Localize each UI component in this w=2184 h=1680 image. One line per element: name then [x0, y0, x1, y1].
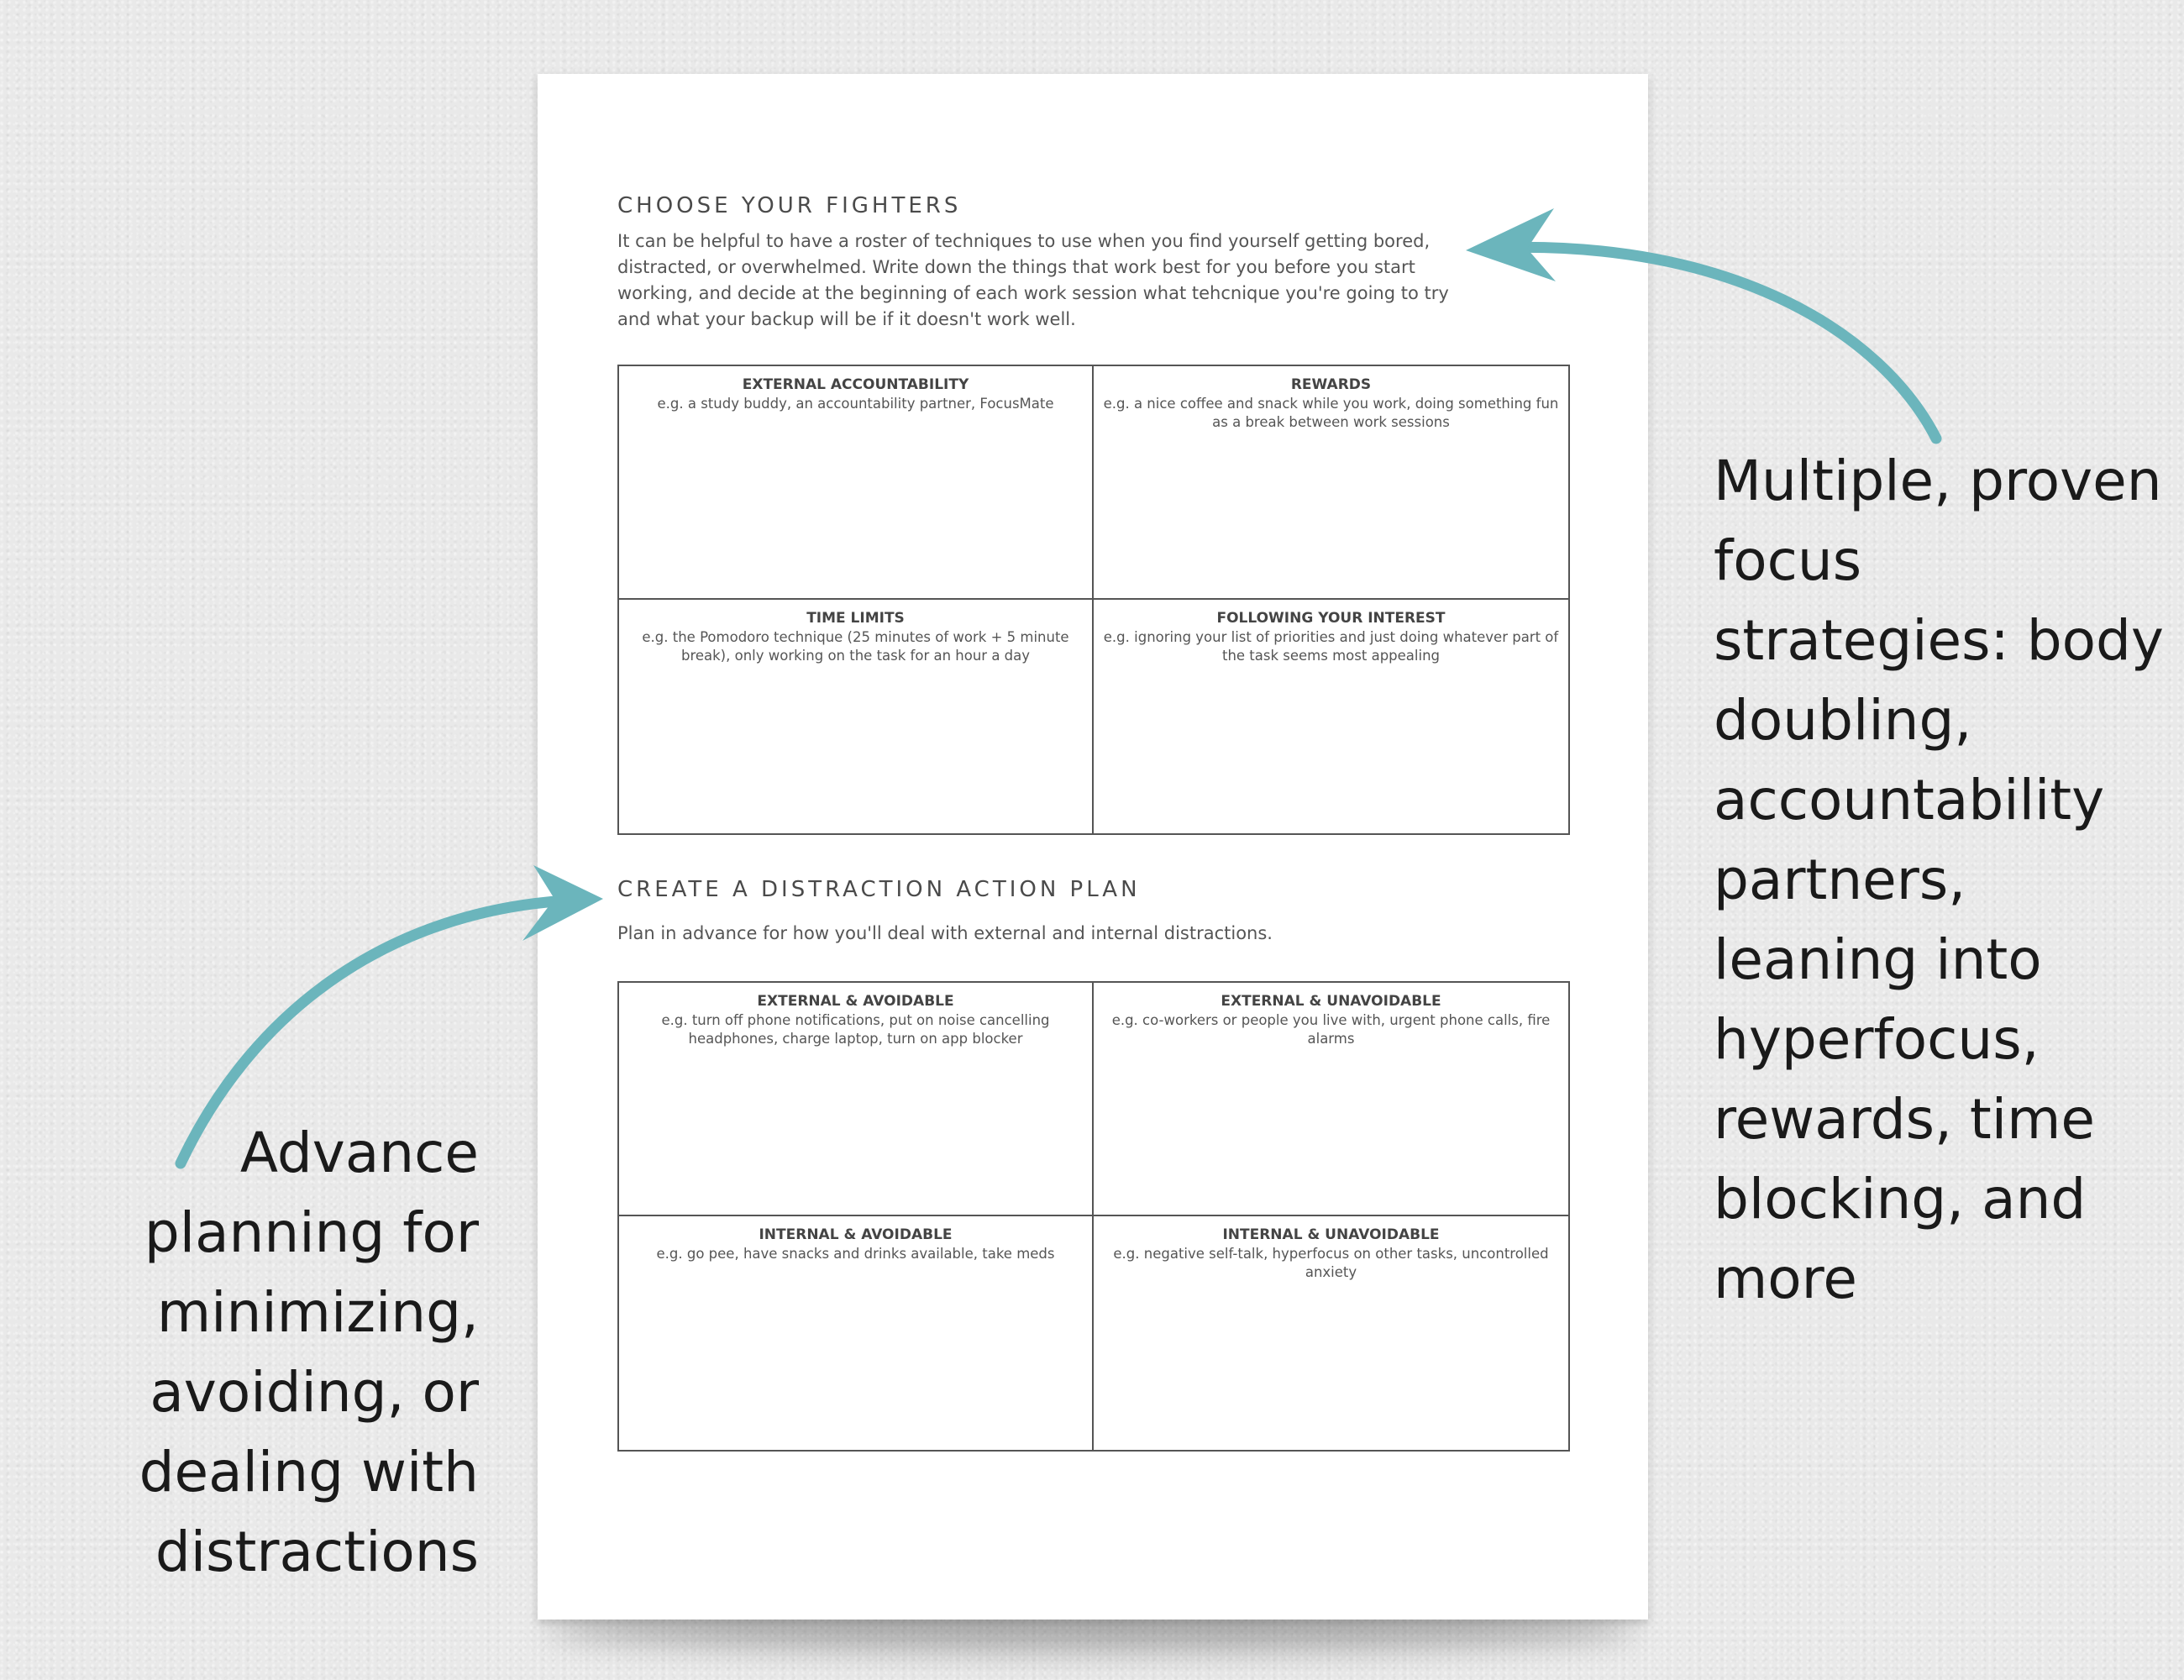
arrow-right-curve-icon — [1495, 247, 1936, 438]
cell-title: EXTERNAL ACCOUNTABILITY — [742, 376, 969, 393]
cell-hint: e.g. the Pomodoro technique (25 minutes of work + 5 minute break), only working on the task for an hour a day — [642, 629, 1069, 664]
cell-title: TIME LIMITS — [806, 610, 905, 627]
cell-title: FOLLOWING YOUR INTEREST — [1216, 610, 1446, 627]
cell-title: INTERNAL & AVOIDABLE — [759, 1226, 953, 1243]
cell-hint: e.g. negative self-talk, hyperfocus on other tasks, uncontrolled anxiety — [1113, 1246, 1549, 1280]
section-body-fighters: It can be helpful to have a roster of techniques to use when you find yourself getting bored, distracted, or overwhelmed. Write down the things that work best for you before you start working, and decide at the beginning of each work session what tehcnique you're going to try and what your backup will be if it doesn't work well. — [617, 231, 1449, 329]
cell-hint: e.g. ignoring your list of priorities and just doing whatever part of the task seems most appealing — [1103, 629, 1559, 664]
cell-hint: e.g. co-workers or people you live with, urgent phone calls, fire alarms — [1111, 1012, 1551, 1047]
caption-focus-strategies: Multiple, proven focus strategies: body doubling, accountability partners, leaning into hyperfocus, rewards, time blocking, and more — [1714, 449, 2164, 1311]
section-body-distraction-plan: Plan in advance for how you'll deal with external and internal distractions. — [617, 923, 1273, 943]
cell-hint: e.g. turn off phone notifications, put on noise cancelling headphones, charge laptop, turn on app blocker — [661, 1012, 1050, 1047]
cell-hint: e.g. a nice coffee and snack while you work, doing something fun as a break between work sessions — [1103, 396, 1559, 430]
section-title-distraction-plan: CREATE A DISTRACTION ACTION PLAN — [617, 877, 1141, 902]
cell-hint: e.g. a study buddy, an accountability partner, FocusMate — [657, 396, 1054, 412]
cell-title: EXTERNAL & UNAVOIDABLE — [1221, 993, 1441, 1010]
cell-title: INTERNAL & UNAVOIDABLE — [1222, 1226, 1440, 1243]
cell-title: REWARDS — [1290, 376, 1372, 393]
cell-hint: e.g. go pee, have snacks and drinks available, take meds — [656, 1246, 1055, 1262]
caption-advance-planning: Advance planning for minimizing, avoiding, or dealing with distractions — [139, 1121, 479, 1584]
section-title-fighters: CHOOSE YOUR FIGHTERS — [617, 193, 962, 218]
cell-title: EXTERNAL & AVOIDABLE — [757, 993, 954, 1010]
